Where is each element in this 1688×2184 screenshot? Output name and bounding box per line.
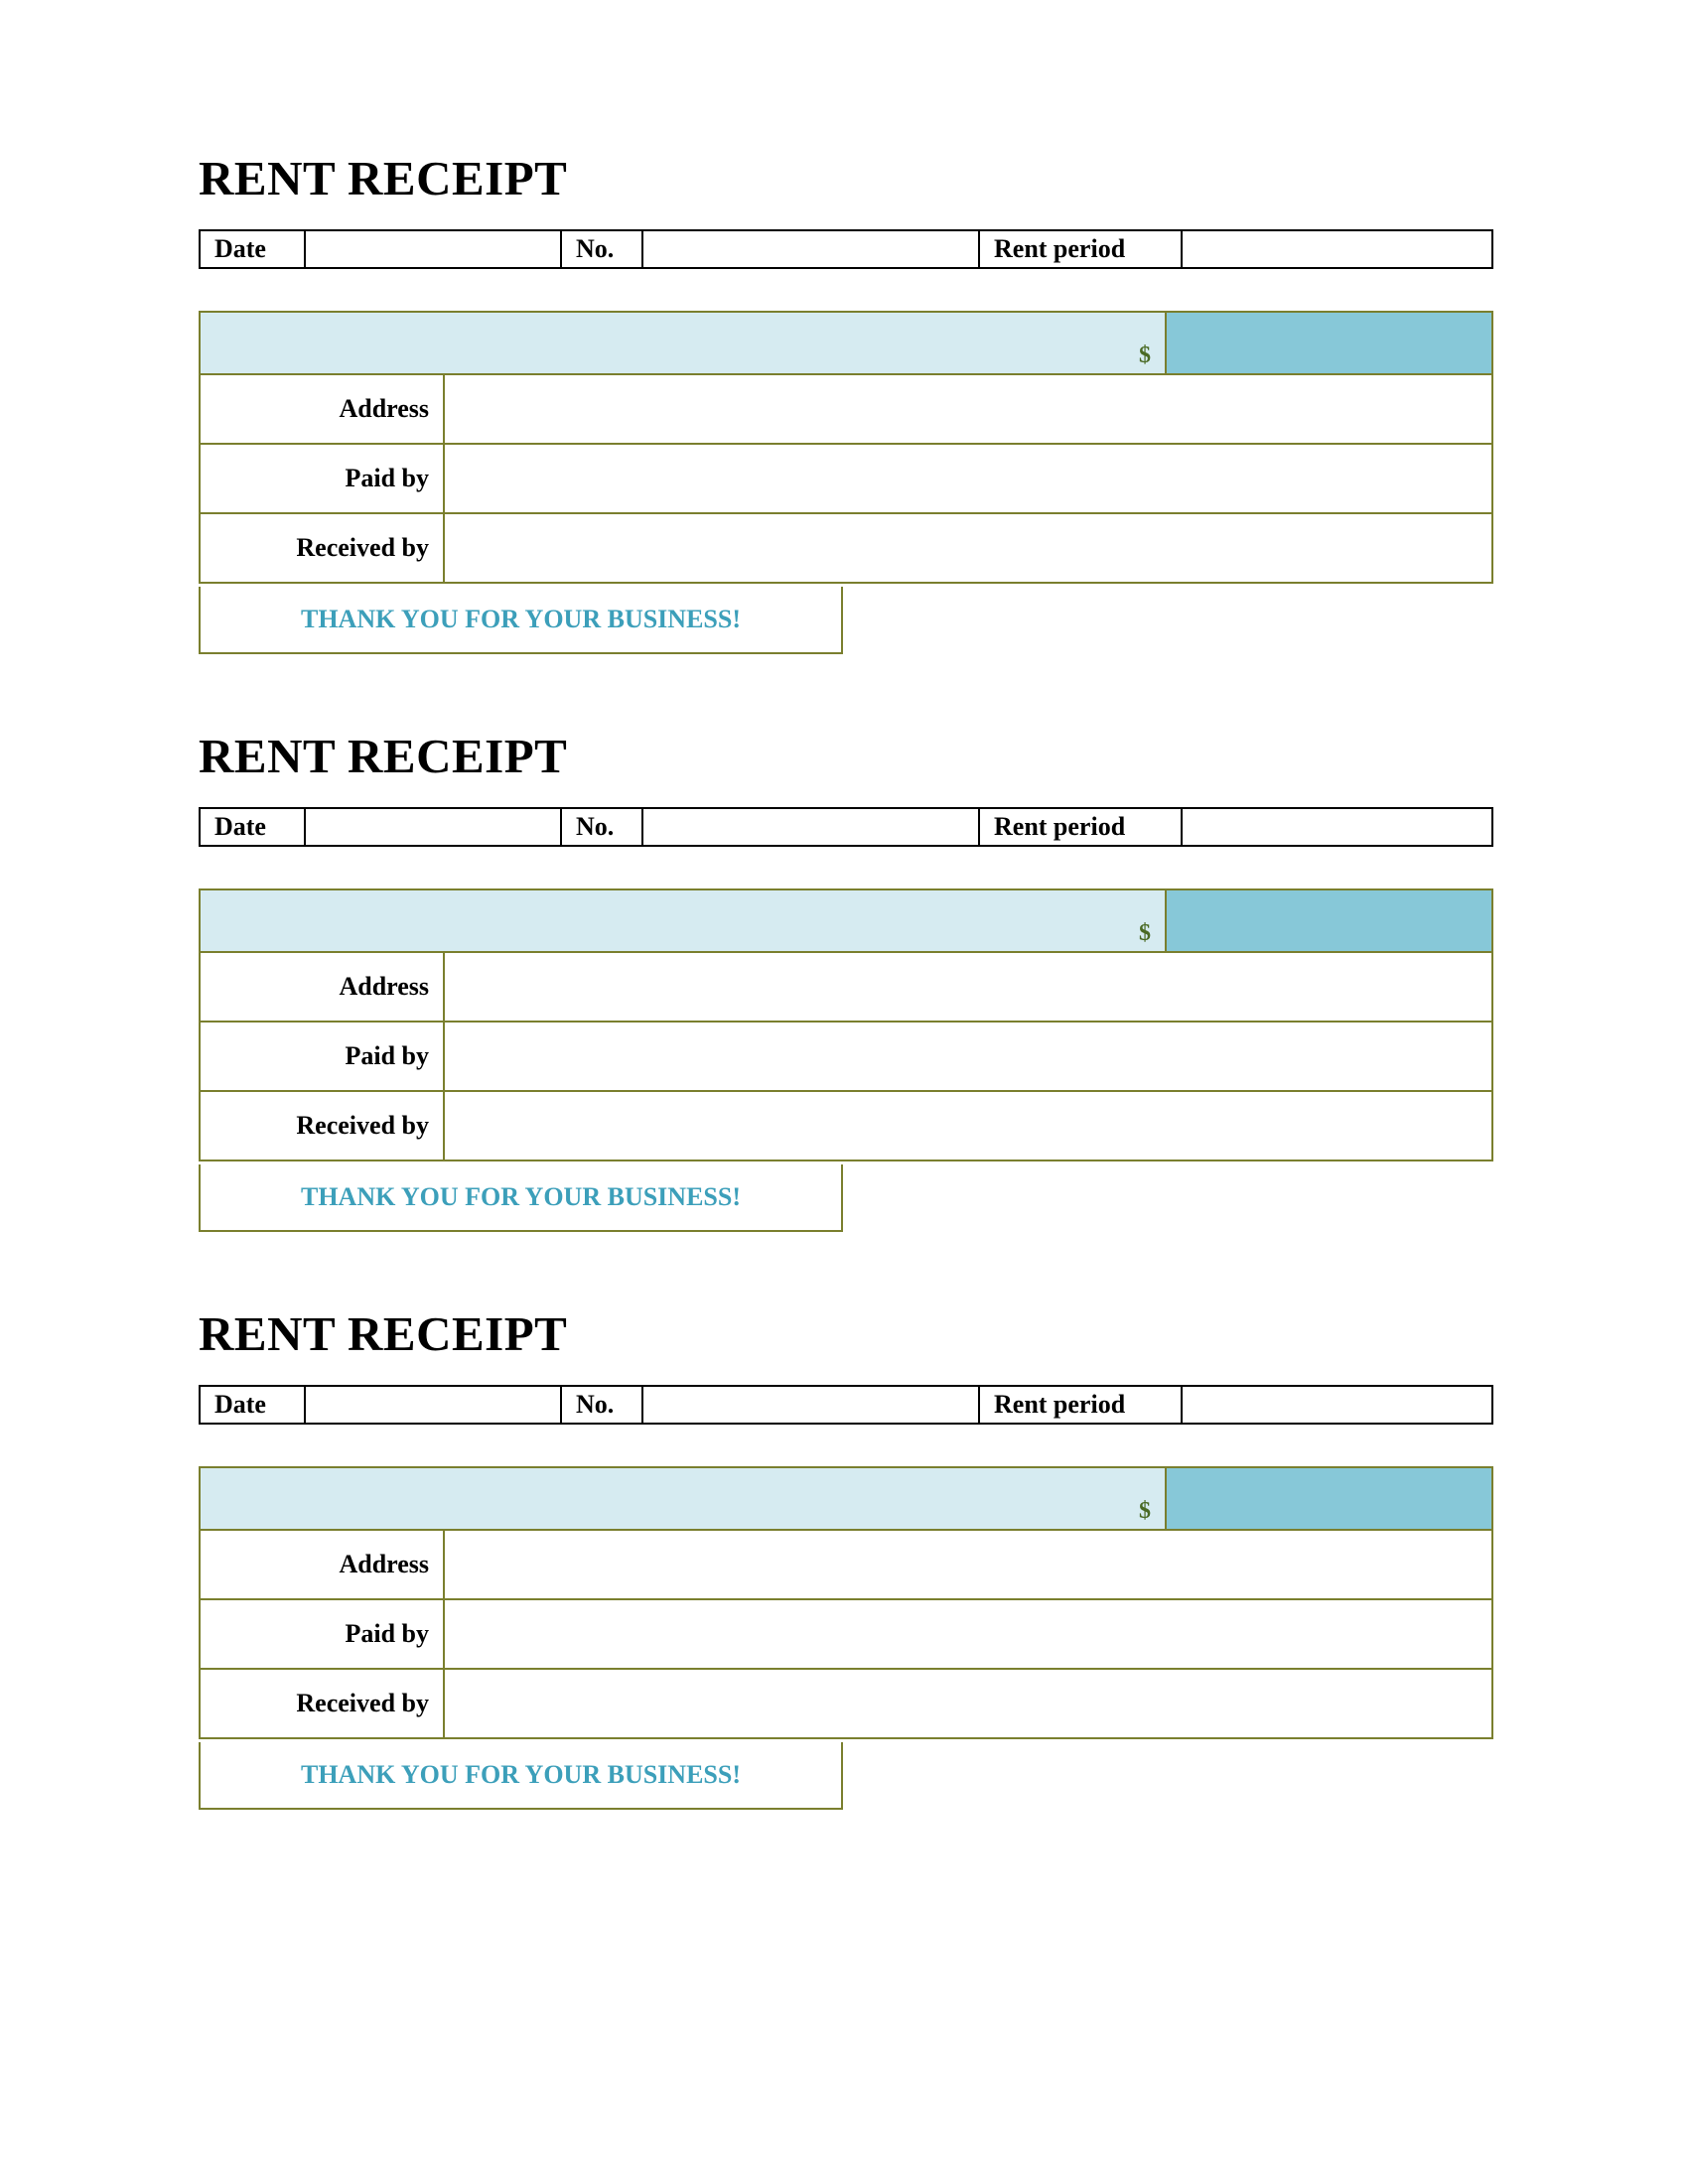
address-field[interactable] xyxy=(444,1530,1492,1599)
address-label: Address xyxy=(200,1530,444,1599)
number-field[interactable] xyxy=(642,230,979,268)
received-by-field[interactable] xyxy=(444,513,1492,583)
amount-dollar-sign: $ xyxy=(200,889,1166,952)
rent-period-field[interactable] xyxy=(1182,1386,1492,1424)
thank-you-message: THANK YOU FOR YOUR BUSINESS! xyxy=(199,587,843,654)
receipt-details-table xyxy=(199,1466,1493,1739)
receipt-details-table xyxy=(199,311,1493,584)
receipt-title: RENT RECEIPT xyxy=(199,1306,568,1361)
paid-by-label: Paid by xyxy=(200,1022,444,1091)
received-by-field[interactable] xyxy=(444,1669,1492,1738)
received-by-label: Received by xyxy=(200,1669,444,1738)
receipt-details-table xyxy=(199,888,1493,1161)
thank-you-message: THANK YOU FOR YOUR BUSINESS! xyxy=(199,1164,843,1232)
paid-by-label: Paid by xyxy=(200,444,444,513)
thank-you-message: THANK YOU FOR YOUR BUSINESS! xyxy=(199,1742,843,1810)
received-by-label: Received by xyxy=(200,513,444,583)
receipt-title: RENT RECEIPT xyxy=(199,729,568,783)
number-field[interactable] xyxy=(642,808,979,846)
date-field[interactable] xyxy=(305,1386,561,1424)
rent-period-field[interactable] xyxy=(1182,230,1492,268)
paid-by-field[interactable] xyxy=(444,1599,1492,1669)
number-label: No. xyxy=(561,230,642,268)
date-label: Date xyxy=(200,230,305,268)
address-field[interactable] xyxy=(444,952,1492,1022)
amount-dollar-sign: $ xyxy=(200,312,1166,374)
receipt-meta-table xyxy=(199,229,1493,269)
date-field[interactable] xyxy=(305,808,561,846)
rent-period-field[interactable] xyxy=(1182,808,1492,846)
number-label: No. xyxy=(561,1386,642,1424)
date-label: Date xyxy=(200,1386,305,1424)
rent-period-label: Rent period xyxy=(979,808,1182,846)
date-field[interactable] xyxy=(305,230,561,268)
receipt-meta-table xyxy=(199,807,1493,847)
paid-by-field[interactable] xyxy=(444,444,1492,513)
address-label: Address xyxy=(200,374,444,444)
received-by-field[interactable] xyxy=(444,1091,1492,1160)
rent-period-label: Rent period xyxy=(979,230,1182,268)
paid-by-label: Paid by xyxy=(200,1599,444,1669)
number-label: No. xyxy=(561,808,642,846)
address-label: Address xyxy=(200,952,444,1022)
paid-by-field[interactable] xyxy=(444,1022,1492,1091)
amount-field[interactable] xyxy=(1166,889,1492,952)
received-by-label: Received by xyxy=(200,1091,444,1160)
address-field[interactable] xyxy=(444,374,1492,444)
number-field[interactable] xyxy=(642,1386,979,1424)
amount-field[interactable] xyxy=(1166,312,1492,374)
date-label: Date xyxy=(200,808,305,846)
amount-field[interactable] xyxy=(1166,1467,1492,1530)
amount-dollar-sign: $ xyxy=(200,1467,1166,1530)
receipt-meta-table xyxy=(199,1385,1493,1425)
rent-period-label: Rent period xyxy=(979,1386,1182,1424)
receipt-title: RENT RECEIPT xyxy=(199,151,568,205)
